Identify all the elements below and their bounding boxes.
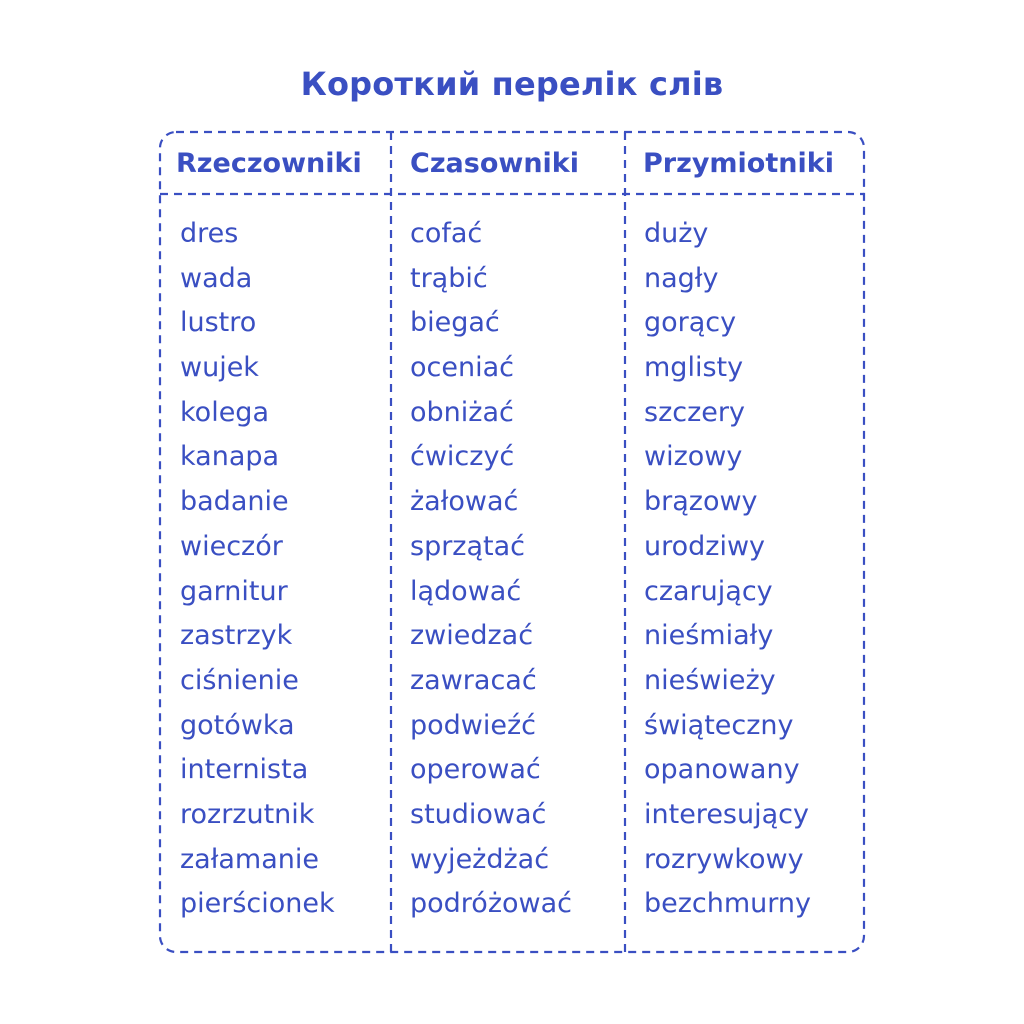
- column-header-nouns: Rzeczowniki: [176, 148, 362, 179]
- list-item: wieczór: [180, 530, 283, 562]
- list-item: cofać: [410, 218, 483, 249]
- list-item: mglisty: [644, 352, 744, 384]
- list-item: wyjeżdżać: [410, 843, 550, 875]
- list-item: wada: [180, 262, 253, 294]
- column-header-adjectives: Przymiotniki: [643, 148, 834, 179]
- list-item: trąbić: [410, 262, 488, 294]
- list-item: kolega: [180, 396, 269, 428]
- list-item: lustro: [180, 307, 257, 339]
- list-item: brązowy: [644, 486, 758, 518]
- list-item: urodziwy: [644, 530, 766, 562]
- word-list-nouns: [180, 212, 335, 927]
- list-item: dres: [180, 218, 239, 249]
- list-item: szczery: [644, 396, 745, 428]
- list-item: studiować: [410, 798, 547, 830]
- list-item: nieświeży: [644, 664, 776, 696]
- list-item: wizowy: [644, 441, 743, 473]
- list-item: interesujący: [644, 798, 809, 830]
- list-item: rozrzutnik: [180, 798, 315, 830]
- list-item: nagły: [644, 262, 719, 294]
- list-item: podwieźć: [410, 709, 537, 741]
- list-item: ciśnienie: [180, 664, 299, 696]
- list-item: czarujący: [644, 575, 773, 607]
- list-item: garnitur: [180, 575, 288, 607]
- list-item: internista: [180, 754, 309, 786]
- list-item: biegać: [410, 307, 500, 339]
- list-item: bezchmurny: [644, 888, 812, 920]
- list-item: zawracać: [410, 664, 537, 696]
- page-title: Короткий перелік слів: [300, 65, 724, 103]
- column-header-verbs: Czasowniki: [410, 148, 580, 179]
- list-item: kanapa: [180, 441, 280, 473]
- list-item: obniżać: [410, 396, 514, 428]
- list-item: podróżować: [410, 888, 572, 920]
- list-item: zwiedzać: [410, 620, 534, 652]
- list-item: badanie: [180, 486, 289, 518]
- list-item: zastrzyk: [180, 620, 293, 652]
- list-item: operować: [410, 754, 541, 786]
- list-item: rozrywkowy: [644, 843, 804, 875]
- list-item: duży: [644, 218, 709, 249]
- word-list-adjectives: [644, 212, 811, 927]
- list-item: ćwiczyć: [410, 441, 515, 473]
- list-item: gorący: [644, 307, 737, 339]
- list-item: żałować: [410, 486, 519, 518]
- list-item: lądować: [410, 575, 522, 607]
- list-item: pierścionek: [180, 888, 335, 920]
- list-item: gotówka: [180, 709, 295, 741]
- list-item: załamanie: [180, 843, 320, 875]
- list-item: oceniać: [410, 352, 514, 384]
- word-list-verbs: [410, 212, 572, 927]
- list-item: wujek: [180, 352, 259, 384]
- list-item: nieśmiały: [644, 620, 774, 652]
- list-item: świąteczny: [644, 709, 794, 741]
- list-item: opanowany: [644, 754, 800, 786]
- list-item: sprzątać: [410, 530, 526, 562]
